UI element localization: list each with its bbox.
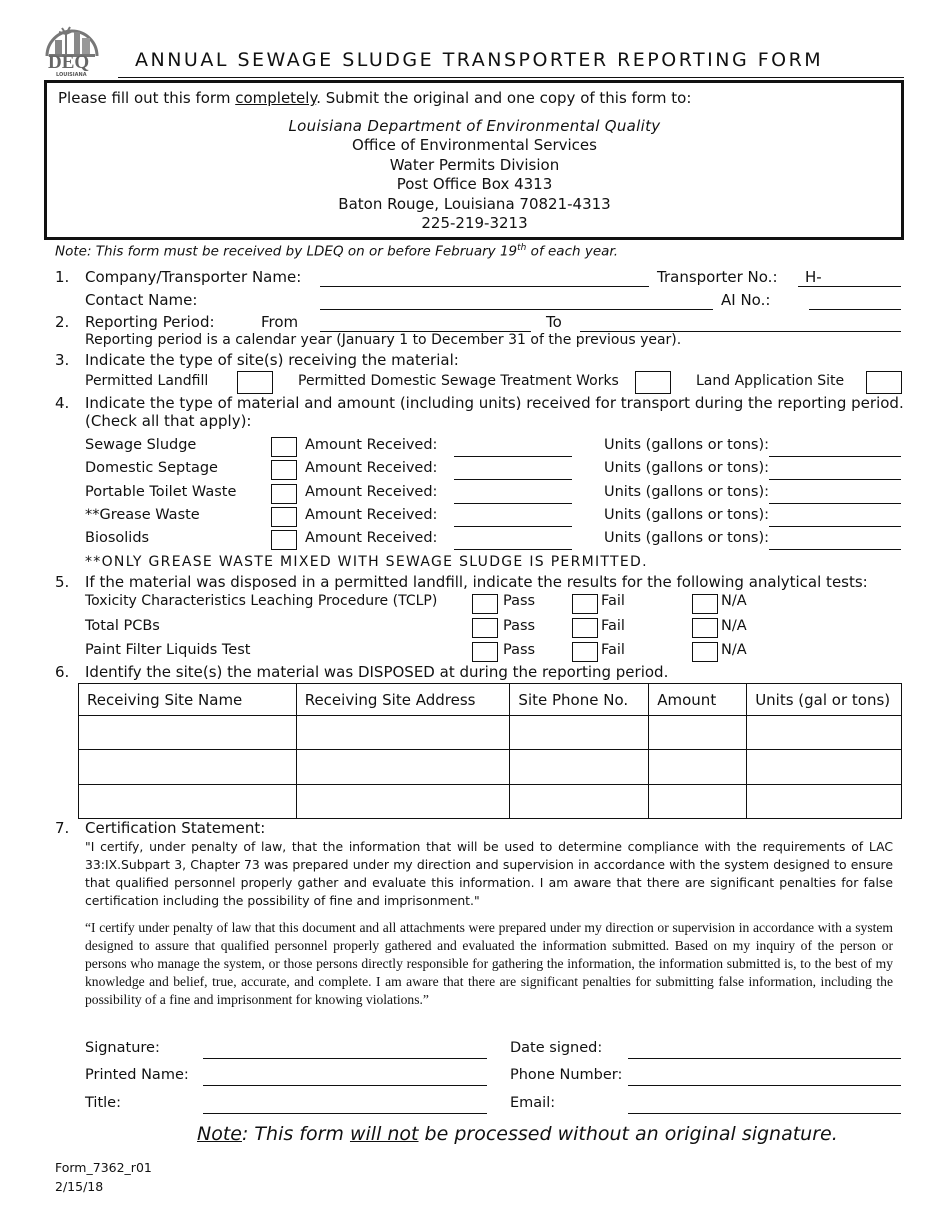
paint-filter-pass-checkbox[interactable]	[472, 642, 498, 662]
tclp-fail-checkbox[interactable]	[572, 594, 598, 614]
units-field[interactable]	[769, 456, 901, 457]
material-portable-toilet-waste-checkbox[interactable]	[271, 484, 297, 504]
to-label: To	[546, 313, 562, 331]
transporter-no-field[interactable]	[798, 286, 901, 287]
table-cell[interactable]	[510, 716, 649, 750]
material-domestic-septage-label: Domestic Septage	[85, 460, 218, 476]
table-cell[interactable]	[510, 784, 649, 818]
email-field[interactable]	[628, 1113, 901, 1114]
date-signed-label: Date signed:	[510, 1040, 603, 1056]
final-note-part1: : This form	[241, 1123, 350, 1145]
units-label: Units (gallons or tons):	[604, 530, 769, 546]
deadline-note-pre: Note: This form must be received by LDEQ on or before February 19	[55, 243, 518, 260]
from-label: From	[261, 313, 299, 331]
section4-number: 4.	[55, 394, 70, 412]
column-header: Amount	[649, 684, 747, 716]
section5-number: 5.	[55, 573, 70, 591]
material-portable-toilet-waste-label: Portable Toilet Waste	[85, 484, 237, 500]
amount-received-field[interactable]	[454, 503, 572, 504]
table-cell[interactable]	[649, 750, 747, 784]
contact-name-field[interactable]	[320, 309, 713, 310]
site-type-potw-checkbox[interactable]	[635, 371, 671, 394]
company-name-field[interactable]	[320, 286, 649, 287]
printed-name-label: Printed Name:	[85, 1067, 189, 1083]
column-header: Units (gal or tons)	[747, 684, 902, 716]
site-type-potw-label: Permitted Domestic Sewage Treatment Works	[298, 373, 619, 389]
column-header: Receiving Site Name	[79, 684, 297, 716]
reporting-period-note: Reporting period is a calendar year (January 1 to December 31 of the previous year).	[85, 332, 682, 348]
na-label: N/A	[721, 593, 747, 609]
amount-received-field[interactable]	[454, 526, 572, 527]
fail-label: Fail	[601, 593, 625, 609]
contact-name-label: Contact Name:	[85, 291, 198, 309]
address-line-office: Office of Environmental Services	[352, 136, 597, 154]
section3-number: 3.	[55, 351, 70, 369]
material-type-label-line1: Indicate the type of material and amount (including units) received for transport during the reporting period.	[85, 394, 904, 412]
table-cell[interactable]	[747, 716, 902, 750]
instructions-emphasis: completely	[235, 89, 317, 107]
table-cell[interactable]	[747, 750, 902, 784]
material-type-label-line2: (Check all that apply):	[85, 412, 252, 430]
logo-text: DEQ	[48, 52, 90, 73]
logo-subtext: LOUISIANA	[56, 72, 87, 78]
signature-field[interactable]	[203, 1058, 487, 1059]
pass-label: Pass	[503, 618, 536, 634]
amount-received-label: Amount Received:	[305, 507, 438, 523]
fail-label: Fail	[601, 618, 625, 634]
table-header-row	[79, 684, 902, 716]
section2-number: 2.	[55, 313, 70, 331]
transporter-no-label: Transporter No.:	[657, 268, 778, 286]
address-line-phone: 225-219-3213	[421, 214, 528, 232]
amount-received-label: Amount Received:	[305, 484, 438, 500]
table-cell[interactable]	[296, 716, 510, 750]
material-sewage-sludge-checkbox[interactable]	[271, 437, 297, 457]
test-paint-filter-label: Paint Filter Liquids Test	[85, 642, 251, 658]
section1-number: 1.	[55, 268, 70, 286]
tclp-pass-checkbox[interactable]	[472, 594, 498, 614]
ai-no-label: AI No.:	[721, 291, 771, 309]
deq-logo	[44, 18, 100, 76]
certification-statement-1: "I certify, under penalty of law, that the information that will be used to determine compliance with the requirements of LAC 33:IX.Subpart 3, Chapter 73 was prepared under my direction and supervision in accordance with the system designed to ensure that qualified personnel properly gather and evaluate this information. I am aware that there are significant penalties for false certification including the possibility of fine and imprisonment."	[85, 839, 893, 908]
address-line-dept: Louisiana Department of Environmental Quality	[288, 117, 661, 135]
final-note-part2: be processed without an original signature.	[418, 1123, 838, 1145]
pcbs-fail-checkbox[interactable]	[572, 618, 598, 638]
amount-received-label: Amount Received:	[305, 530, 438, 546]
tclp-na-checkbox[interactable]	[692, 594, 718, 614]
title-label: Title:	[85, 1095, 121, 1111]
paint-filter-na-checkbox[interactable]	[692, 642, 718, 662]
phone-number-label: Phone Number:	[510, 1067, 623, 1083]
ai-no-field[interactable]	[809, 309, 901, 310]
table-cell[interactable]	[649, 784, 747, 818]
material-grease-waste-label: **Grease Waste	[85, 507, 200, 523]
site-type-land-application-label: Land Application Site	[696, 373, 845, 389]
pass-label: Pass	[503, 593, 536, 609]
table-cell[interactable]	[79, 750, 297, 784]
column-header: Receiving Site Address	[296, 684, 510, 716]
certification-label: Certification Statement:	[85, 819, 266, 837]
title-field[interactable]	[203, 1113, 487, 1114]
fail-label: Fail	[601, 642, 625, 658]
test-tclp-label: Toxicity Characteristics Leaching Procedure (TCLP)	[85, 593, 438, 609]
pcbs-pass-checkbox[interactable]	[472, 618, 498, 638]
table-cell[interactable]	[747, 784, 902, 818]
instructions-post: . Submit the original and one copy of this form to:	[316, 89, 692, 107]
material-grease-waste-checkbox[interactable]	[271, 507, 297, 527]
amount-received-field[interactable]	[454, 549, 572, 550]
grease-waste-footnote: **ONLY GREASE WASTE MIXED WITH SEWAGE SLUDGE IS PERMITTED.	[85, 554, 648, 570]
site-type-landfill-label: Permitted Landfill	[85, 373, 209, 389]
pcbs-na-checkbox[interactable]	[692, 618, 718, 638]
amount-received-label: Amount Received:	[305, 437, 438, 453]
form-id: Form_7362_r01	[55, 1160, 152, 1175]
material-domestic-septage-checkbox[interactable]	[271, 460, 297, 480]
deadline-note-post: of each year.	[526, 243, 619, 260]
amount-received-field[interactable]	[454, 456, 572, 457]
address-line-city: Baton Rouge, Louisiana 70821-4313	[338, 195, 611, 213]
address-line-pobox: Post Office Box 4313	[396, 175, 553, 193]
test-pcbs-label: Total PCBs	[85, 618, 160, 634]
units-field[interactable]	[769, 479, 901, 480]
paint-filter-fail-checkbox[interactable]	[572, 642, 598, 662]
table-row	[79, 784, 902, 818]
section7-number: 7.	[55, 819, 70, 837]
email-label: Email:	[510, 1095, 556, 1111]
signature-label: Signature:	[85, 1040, 160, 1056]
table-cell[interactable]	[296, 750, 510, 784]
deadline-note-sup: th	[517, 243, 527, 253]
address-line-division: Water Permits Division	[389, 156, 560, 174]
units-label: Units (gallons or tons):	[604, 484, 769, 500]
signature-required-note	[197, 1123, 838, 1145]
units-label: Units (gallons or tons):	[604, 507, 769, 523]
site-type-landfill-checkbox[interactable]	[237, 371, 273, 394]
title-rule	[118, 77, 904, 78]
pass-label: Pass	[503, 642, 536, 658]
final-note-will-not: will not	[349, 1123, 419, 1145]
table-cell[interactable]	[510, 750, 649, 784]
table-row	[79, 716, 902, 750]
table-cell[interactable]	[649, 716, 747, 750]
units-field[interactable]	[769, 526, 901, 527]
material-biosolids-label: Biosolids	[85, 530, 150, 546]
reporting-period-label: Reporting Period:	[85, 313, 215, 331]
table-cell[interactable]	[79, 784, 297, 818]
amount-received-label: Amount Received:	[305, 460, 438, 476]
units-field[interactable]	[769, 549, 901, 550]
certification-statement-2: “I certify under penalty of law that this document and all attachments were prepared under my direction or supervision in accordance with a system designed to assure that qualified personnel properly gathered and evaluated the information submitted. Based on my inquiry of the person or persons who manage the system, or those persons directly responsible for gathering the information, the information submitted is, to the best of my knowledge and belief, true, accurate, and complete. I am aware that there are significant penalties for submitting false information, including the possibility of a fine and imprisonment for knowing violations.”	[85, 920, 893, 1007]
material-biosolids-checkbox[interactable]	[271, 530, 297, 550]
site-type-label: Indicate the type of site(s) receiving the material:	[85, 351, 459, 369]
date-signed-field[interactable]	[628, 1058, 901, 1059]
na-label: N/A	[721, 618, 747, 634]
table-row	[79, 750, 902, 784]
disposal-sites-label: Identify the site(s) the material was DISPOSED at during the reporting period.	[85, 663, 669, 681]
transporter-no-value[interactable]: H-	[805, 268, 822, 286]
analytical-tests-label: If the material was disposed in a permitted landfill, indicate the results for the following analytical tests:	[85, 573, 868, 591]
units-label: Units (gallons or tons):	[604, 460, 769, 476]
disposal-sites-table	[78, 683, 902, 819]
phone-number-field[interactable]	[628, 1085, 901, 1086]
printed-name-field[interactable]	[203, 1085, 487, 1086]
units-label: Units (gallons or tons):	[604, 437, 769, 453]
company-name-label: Company/Transporter Name:	[85, 268, 302, 286]
na-label: N/A	[721, 642, 747, 658]
table-cell[interactable]	[296, 784, 510, 818]
form-title: ANNUAL SEWAGE SLUDGE TRANSPORTER REPORTING FORM	[135, 49, 824, 71]
material-sewage-sludge-label: Sewage Sludge	[85, 437, 197, 453]
column-header: Site Phone No.	[510, 684, 649, 716]
deadline-note	[55, 243, 618, 260]
amount-received-field[interactable]	[454, 479, 572, 480]
final-note-word: Note	[197, 1123, 242, 1145]
units-field[interactable]	[769, 503, 901, 504]
section6-number: 6.	[55, 663, 70, 681]
instructions-text	[58, 89, 691, 107]
site-type-land-application-checkbox[interactable]	[866, 371, 902, 394]
form-revision-date: 2/15/18	[55, 1179, 104, 1194]
table-cell[interactable]	[79, 716, 297, 750]
instructions-pre: Please fill out this form	[58, 89, 236, 107]
